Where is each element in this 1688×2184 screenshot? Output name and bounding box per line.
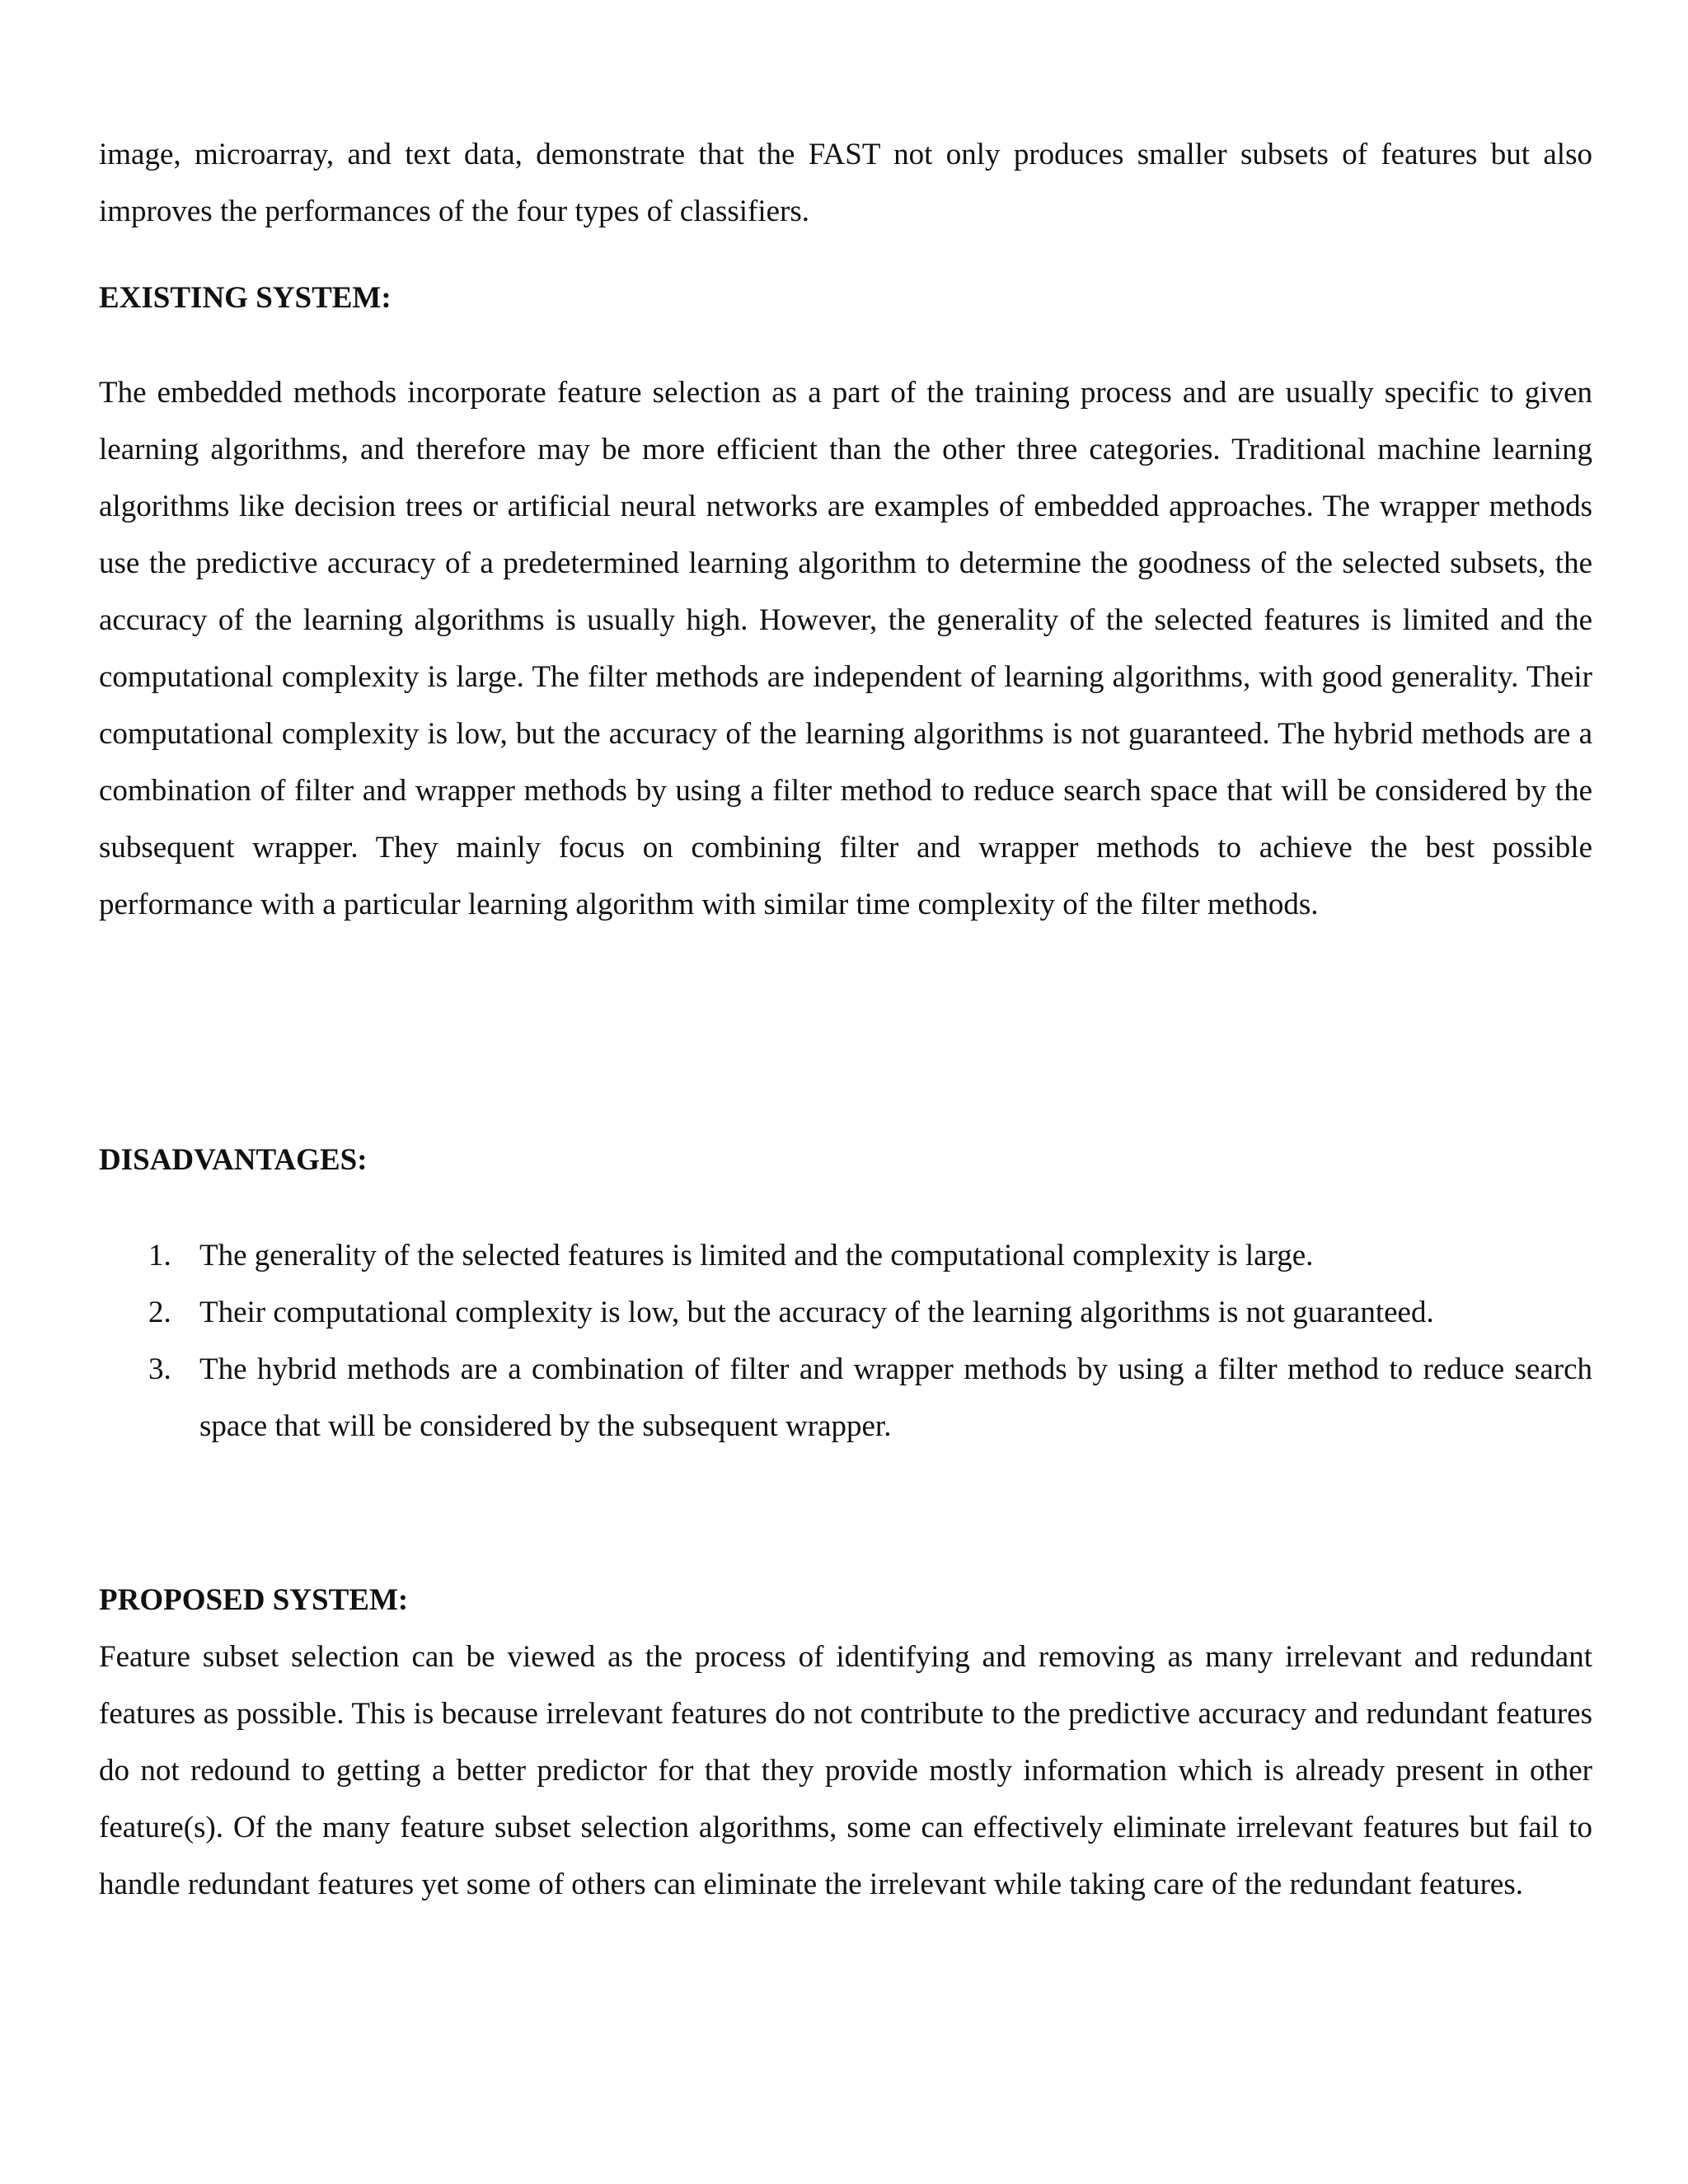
list-item-text: The generality of the selected features is limited and the computational complexity is large. xyxy=(199,1239,1314,1272)
intro-paragraph: image, microarray, and text data, demonstrate that the FAST not only produces smaller subsets of features but also improves the performances of the four types of classifiers. xyxy=(99,138,1592,228)
list-item-number: 3. xyxy=(148,1352,171,1386)
list-item xyxy=(99,1227,1592,1284)
list-item xyxy=(99,1341,1592,1455)
existing-system-paragraph: The embedded methods incorporate feature selection as a part of the training process and are usually specific to given learning algorithms, and therefore may be more efficient than the other three categories. Traditional machine learning algorithms like decision trees or artificial neural networks are examples of embedded approaches. The wrapper methods use the predictive accuracy of a predetermined learning algorithm to determine the goodness of the selected subsets, the accuracy of the learning algorithms is usually high. However, the generality of the selected features is limited and the computational complexity is large. The filter methods are independent of learning algorithms, with good generality. Their computational complexity is low, but the accuracy of the learning algorithms is not guaranteed. The hybrid methods are a combination of filter and wrapper methods by using a filter method to reduce search space that will be considered by the subsequent wrapper. They mainly focus on combining filter and wrapper methods to achieve the best possible performance with a particular learning algorithm with similar time complexity of the filter methods. xyxy=(99,376,1592,921)
disadvantages-heading: DISADVANTAGES: xyxy=(99,1143,368,1177)
proposed-system-paragraph: Feature subset selection can be viewed as the process of identifying and removing as many irrelevant and redundant features as possible. This is because irrelevant features do not contribute to the predictive accuracy and redundant features do not redound to getting a better predictor for that they provide mostly information which is already present in other feature(s). Of the many feature subset selection algorithms, some can effectively eliminate irrelevant features but fail to handle redundant features yet some of others can eliminate the irrelevant while taking care of the redundant features. xyxy=(99,1640,1592,1901)
list-item-number: 2. xyxy=(148,1296,171,1329)
list-item xyxy=(99,1284,1592,1341)
list-item-text: Their computational complexity is low, but the accuracy of the learning algorithms is not guaranteed. xyxy=(199,1296,1434,1329)
proposed-system-heading: PROPOSED SYSTEM: xyxy=(99,1583,409,1617)
disadvantages-list xyxy=(99,1227,1592,1455)
list-item-number: 1. xyxy=(148,1239,171,1272)
existing-system-heading: EXISTING SYSTEM: xyxy=(99,281,392,315)
list-item-text: The hybrid methods are a combination of filter and wrapper methods by using a filter method to reduce search space that will be considered by the subsequent wrapper. xyxy=(199,1352,1592,1443)
